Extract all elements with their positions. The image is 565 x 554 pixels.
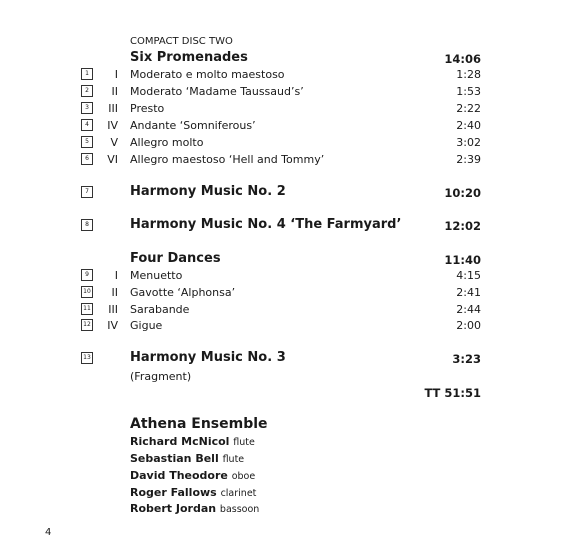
track-title: Gigue bbox=[130, 319, 163, 332]
track-title: Presto bbox=[130, 102, 165, 115]
performer bbox=[130, 502, 259, 515]
track-title: Moderato ‘Madame Taussaud’s’ bbox=[130, 85, 304, 98]
movement-numeral: VI bbox=[107, 153, 118, 166]
track-number: 8 bbox=[81, 219, 93, 231]
track-number: 7 bbox=[81, 186, 93, 198]
track-number: 11 bbox=[81, 303, 93, 315]
performer-name: Sebastian Bell bbox=[130, 452, 219, 465]
performer bbox=[130, 469, 255, 482]
track-number: 12 bbox=[81, 319, 93, 331]
performer-instrument: bassoon bbox=[219, 504, 260, 515]
work-title: Four Dances bbox=[130, 251, 221, 266]
movement-numeral: I bbox=[114, 269, 118, 282]
performer bbox=[130, 486, 256, 499]
track-time: 2:22 bbox=[456, 102, 481, 115]
track-number: 10 bbox=[81, 286, 93, 298]
disc-label: COMPACT DISC TWO bbox=[130, 36, 233, 47]
track-time: 1:53 bbox=[456, 85, 481, 98]
track-number: 1 bbox=[81, 68, 93, 80]
movement-numeral: II bbox=[111, 286, 118, 299]
page-number: 4 bbox=[45, 527, 52, 538]
work-subtitle: (Fragment) bbox=[130, 370, 192, 383]
track-title: Gavotte ‘Alphonsa’ bbox=[130, 286, 236, 299]
ensemble-name: Athena Ensemble bbox=[130, 416, 268, 432]
track-time: 2:00 bbox=[456, 319, 481, 332]
work-title: Harmony Music No. 2 bbox=[130, 184, 286, 199]
track-number: 2 bbox=[81, 85, 93, 97]
performer-instrument: oboe bbox=[231, 471, 256, 482]
track-time: 4:15 bbox=[456, 269, 481, 282]
track-time: 2:44 bbox=[456, 303, 481, 316]
work-total-time: 11:40 bbox=[444, 253, 481, 267]
track-number: 5 bbox=[81, 136, 93, 148]
movement-numeral: IV bbox=[107, 319, 118, 332]
track-number: 3 bbox=[81, 102, 93, 114]
track-number: 13 bbox=[81, 352, 93, 364]
track-time: 2:39 bbox=[456, 153, 481, 166]
track-title: Moderato e molto maestoso bbox=[130, 68, 285, 81]
work-total-time: 12:02 bbox=[444, 219, 481, 233]
performer-instrument: clarinet bbox=[220, 488, 257, 499]
work-total-time: 14:06 bbox=[444, 52, 481, 66]
movement-numeral: I bbox=[114, 68, 118, 81]
performer-name: Roger Fallows bbox=[130, 486, 217, 499]
track-title: Andante ‘Somniferous’ bbox=[130, 119, 256, 132]
track-title: Allegro molto bbox=[130, 136, 204, 149]
performer-name: Richard McNicol bbox=[130, 435, 230, 448]
movement-numeral: IV bbox=[107, 119, 118, 132]
total-time: TT 51:51 bbox=[424, 386, 481, 400]
performer bbox=[130, 452, 244, 465]
performer-instrument: flute bbox=[222, 454, 245, 465]
work-total-time: 10:20 bbox=[444, 186, 481, 200]
work-title: Harmony Music No. 4 ‘The Farmyard’ bbox=[130, 217, 402, 232]
track-title: Allegro maestoso ‘Hell and Tommy’ bbox=[130, 153, 325, 166]
work-title: Six Promenades bbox=[130, 50, 248, 65]
performer bbox=[130, 435, 255, 448]
movement-numeral: III bbox=[108, 303, 118, 316]
movement-numeral: II bbox=[111, 85, 118, 98]
work-title: Harmony Music No. 3 bbox=[130, 350, 286, 365]
performer-name: Robert Jordan bbox=[130, 502, 217, 515]
track-number: 4 bbox=[81, 119, 93, 131]
track-number: 6 bbox=[81, 153, 93, 165]
performer-name: David Theodore bbox=[130, 469, 228, 482]
track-time: 3:02 bbox=[456, 136, 481, 149]
work-total-time: 3:23 bbox=[452, 352, 481, 366]
track-time: 2:40 bbox=[456, 119, 481, 132]
track-title: Menuetto bbox=[130, 269, 183, 282]
movement-numeral: V bbox=[110, 136, 118, 149]
track-time: 2:41 bbox=[456, 286, 481, 299]
track-number: 9 bbox=[81, 269, 93, 281]
track-time: 1:28 bbox=[456, 68, 481, 81]
performer-instrument: flute bbox=[233, 437, 255, 448]
track-title: Sarabande bbox=[130, 303, 190, 316]
movement-numeral: III bbox=[108, 102, 118, 115]
